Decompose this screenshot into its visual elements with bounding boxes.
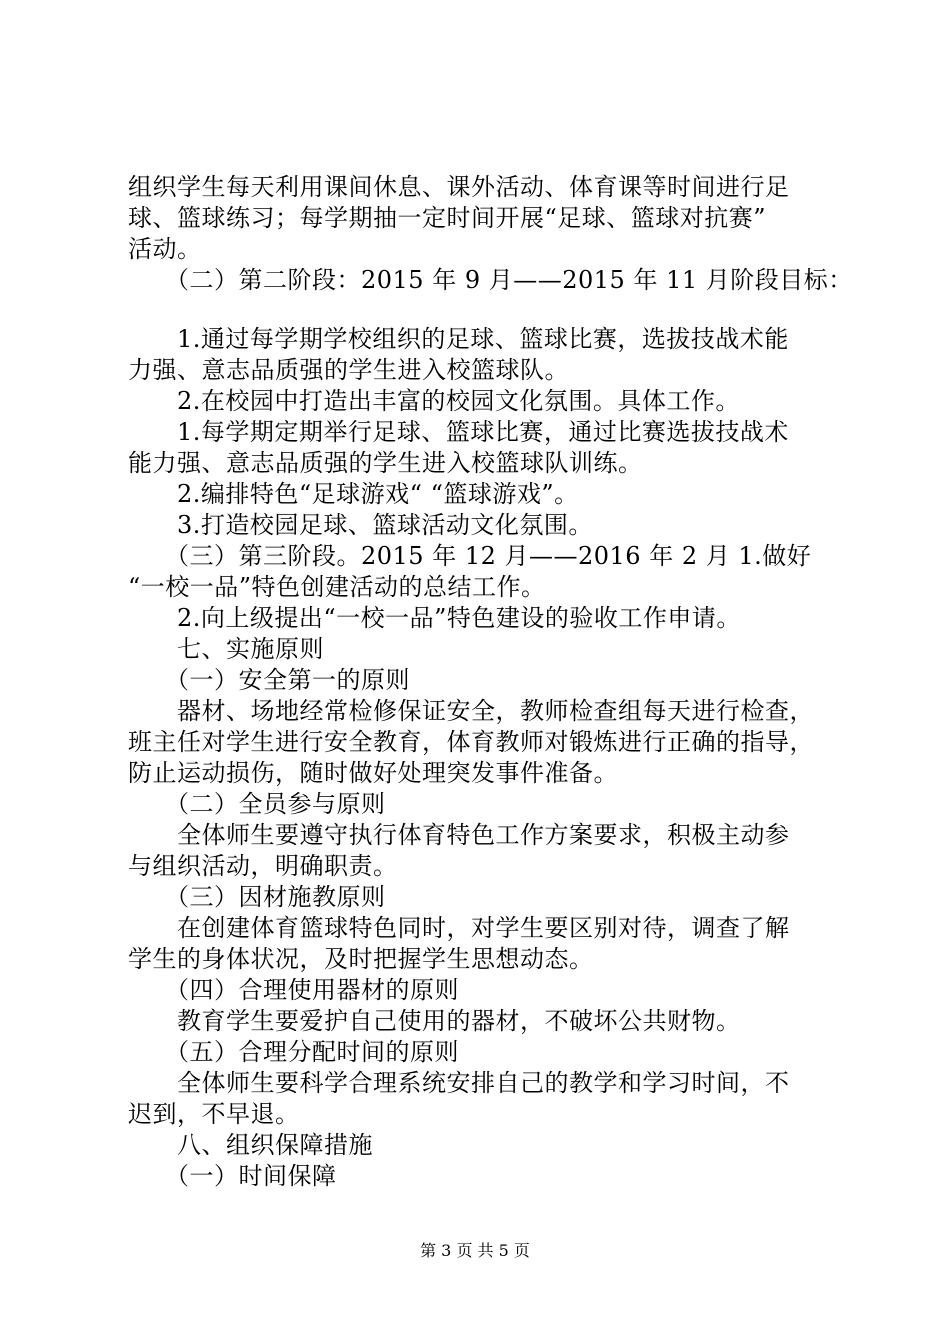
- subsection-heading: （三）因材施教原则: [128, 883, 386, 911]
- text-line: 活动。: [128, 235, 202, 263]
- text-line: 2.在校园中打造出丰富的校园文化氛围。具体工作。: [128, 387, 740, 415]
- text-line: 2.编排特色“足球游戏“ “篮球游戏”。: [128, 480, 579, 508]
- text-line: 力强、意志品质强的学生进入校篮球队。: [128, 356, 569, 384]
- text-line: 球、篮球练习；每学期抽一定时间开展“足球、篮球对抗赛”: [128, 204, 767, 232]
- text-line: 全体师生要遵守执行体育特色工作方案要求，积极主动参: [128, 821, 790, 849]
- subsection-heading: （一）安全第一的原则: [128, 666, 410, 694]
- text-line: 1.每学期定期举行足球、篮球比赛，通过比赛选拔技战术: [128, 418, 789, 446]
- text-line: 在创建体育篮球特色同时，对学生要区别对待，调查了解: [128, 914, 790, 942]
- page-number-footer: 第 3 页 共 5 页: [420, 1241, 530, 1260]
- text-line: 教育学生要爱护自己使用的器材，不破坏公共财物。: [128, 1007, 741, 1035]
- text-line: 器材、场地经常检修保证安全，教师检查组每天进行检查，: [128, 697, 814, 725]
- subsection-heading: （一）时间保障: [128, 1162, 337, 1190]
- text-line: 能力强、意志品质强的学生进入校篮球队训练。: [128, 449, 643, 477]
- document-body: [128, 172, 853, 1192]
- text-line: 迟到，不早退。: [128, 1100, 300, 1128]
- blank-line: [128, 296, 838, 324]
- text-line: 防止运动损伤，随时做好处理突发事件准备。: [128, 759, 618, 787]
- subsection-heading: （四）合理使用器材的原则: [128, 976, 459, 1004]
- section-heading: （三）第三阶段。2015 年 12 月——2016 年 2 月 1.做好: [128, 542, 812, 570]
- subsection-heading: （五）合理分配时间的原则: [128, 1038, 459, 1066]
- text-line: 全体师生要科学合理系统安排自己的教学和学习时间，不: [128, 1069, 790, 1097]
- subsection-heading: （二）全员参与原则: [128, 790, 386, 818]
- text-line: 与组织活动，明确职责。: [128, 852, 398, 880]
- section-heading: 八、组织保障措施: [128, 1131, 373, 1159]
- text-line: 班主任对学生进行安全教育，体育教师对锻炼进行正确的指导，: [128, 728, 814, 756]
- text-line: 1.通过每学期学校组织的足球、篮球比赛，选拔技战术能: [128, 325, 789, 353]
- text-line: 3.打造校园足球、篮球活动文化氛围。: [128, 511, 593, 539]
- section-heading: 七、实施原则: [128, 635, 324, 663]
- text-line: 2.向上级提出“一校一品”特色建设的验收工作申请。: [128, 604, 741, 632]
- section-heading: （二）第二阶段：2015 年 9 月——2015 年 11 月阶段目标：: [128, 266, 853, 294]
- text-line: “一校一品”特色创建活动的总结工作。: [128, 573, 546, 601]
- text-line: 组织学生每天利用课间休息、课外活动、体育课等时间进行足: [128, 173, 790, 201]
- text-line: 学生的身体状况，及时把握学生思想动态。: [128, 945, 594, 973]
